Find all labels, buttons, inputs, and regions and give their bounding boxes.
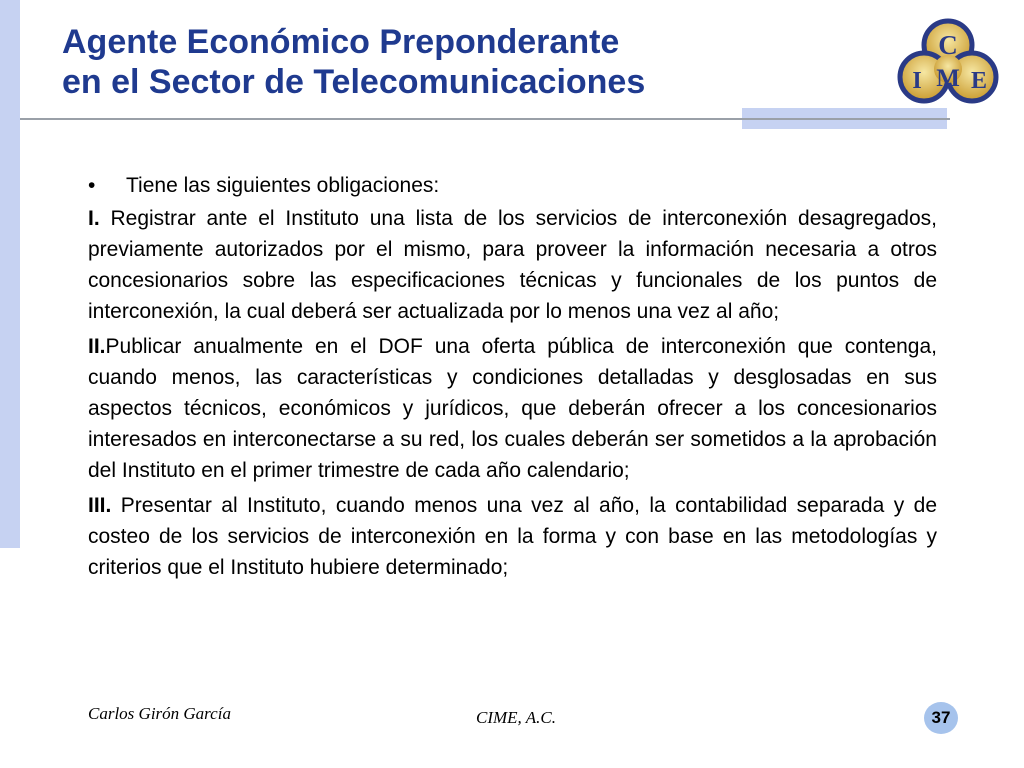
- svg-text:C: C: [938, 30, 958, 60]
- obligation-1: [88, 203, 937, 327]
- slide-title: [62, 22, 645, 102]
- svg-text:M: M: [936, 65, 960, 92]
- obligation-text: Presentar al Instituto, cuando menos una vez al año, la contabilidad separada y de costeo de los servicios de interconexión en la forma y con base en las metodologías y criterios que el Instituto hubiere determinado;: [88, 494, 937, 579]
- bullet-intro-text: Tiene las siguientes obligaciones:: [126, 174, 440, 197]
- footer-author: Carlos Girón García: [88, 704, 231, 723]
- obligation-numeral: III.: [88, 494, 112, 517]
- obligation-text: Registrar ante el Instituto una lista de los servicios de interconexión desagregados, previamente autorizados por el mismo, para proveer la información necesaria a otros concesionarios sobre las especificaciones técnicas y funcionales de los puntos de interconexión, la cual deberá ser actualizada por lo menos una vez al año;: [88, 207, 937, 323]
- slide-body: [88, 170, 937, 587]
- obligation-numeral: I.: [88, 207, 100, 230]
- obligation-2: [88, 331, 937, 486]
- obligation-numeral: II.: [88, 335, 106, 358]
- slide-title-line-1: Agente Económico Preponderante: [62, 23, 620, 61]
- cime-logo: [894, 14, 1002, 112]
- svg-text:E: E: [970, 68, 988, 94]
- obligation-3: [88, 490, 937, 583]
- svg-text:I: I: [912, 68, 922, 94]
- obligation-text: Publicar anualmente en el DOF una oferta pública de interconexión que contenga, cuando menos, las características y condiciones detalladas y desglosadas en sus aspectos técnicos, económicos y jurídicos, que deberán ofrecer a los concesionarios interesados en interconectarse a su red, los cuales deberán ser sometidos a la aprobación del Instituto en el primer trimestre de cada año calendario;: [88, 335, 937, 482]
- title-divider: [20, 118, 950, 120]
- footer-organization: CIME, A.C.: [476, 708, 556, 727]
- slide-title-line-2: en el Sector de Telecomunicaciones: [62, 63, 646, 101]
- bullet-item: [88, 170, 937, 201]
- left-accent-bar: [0, 0, 20, 548]
- page-number-badge: 37: [924, 702, 958, 734]
- bullet-icon: •: [88, 174, 96, 197]
